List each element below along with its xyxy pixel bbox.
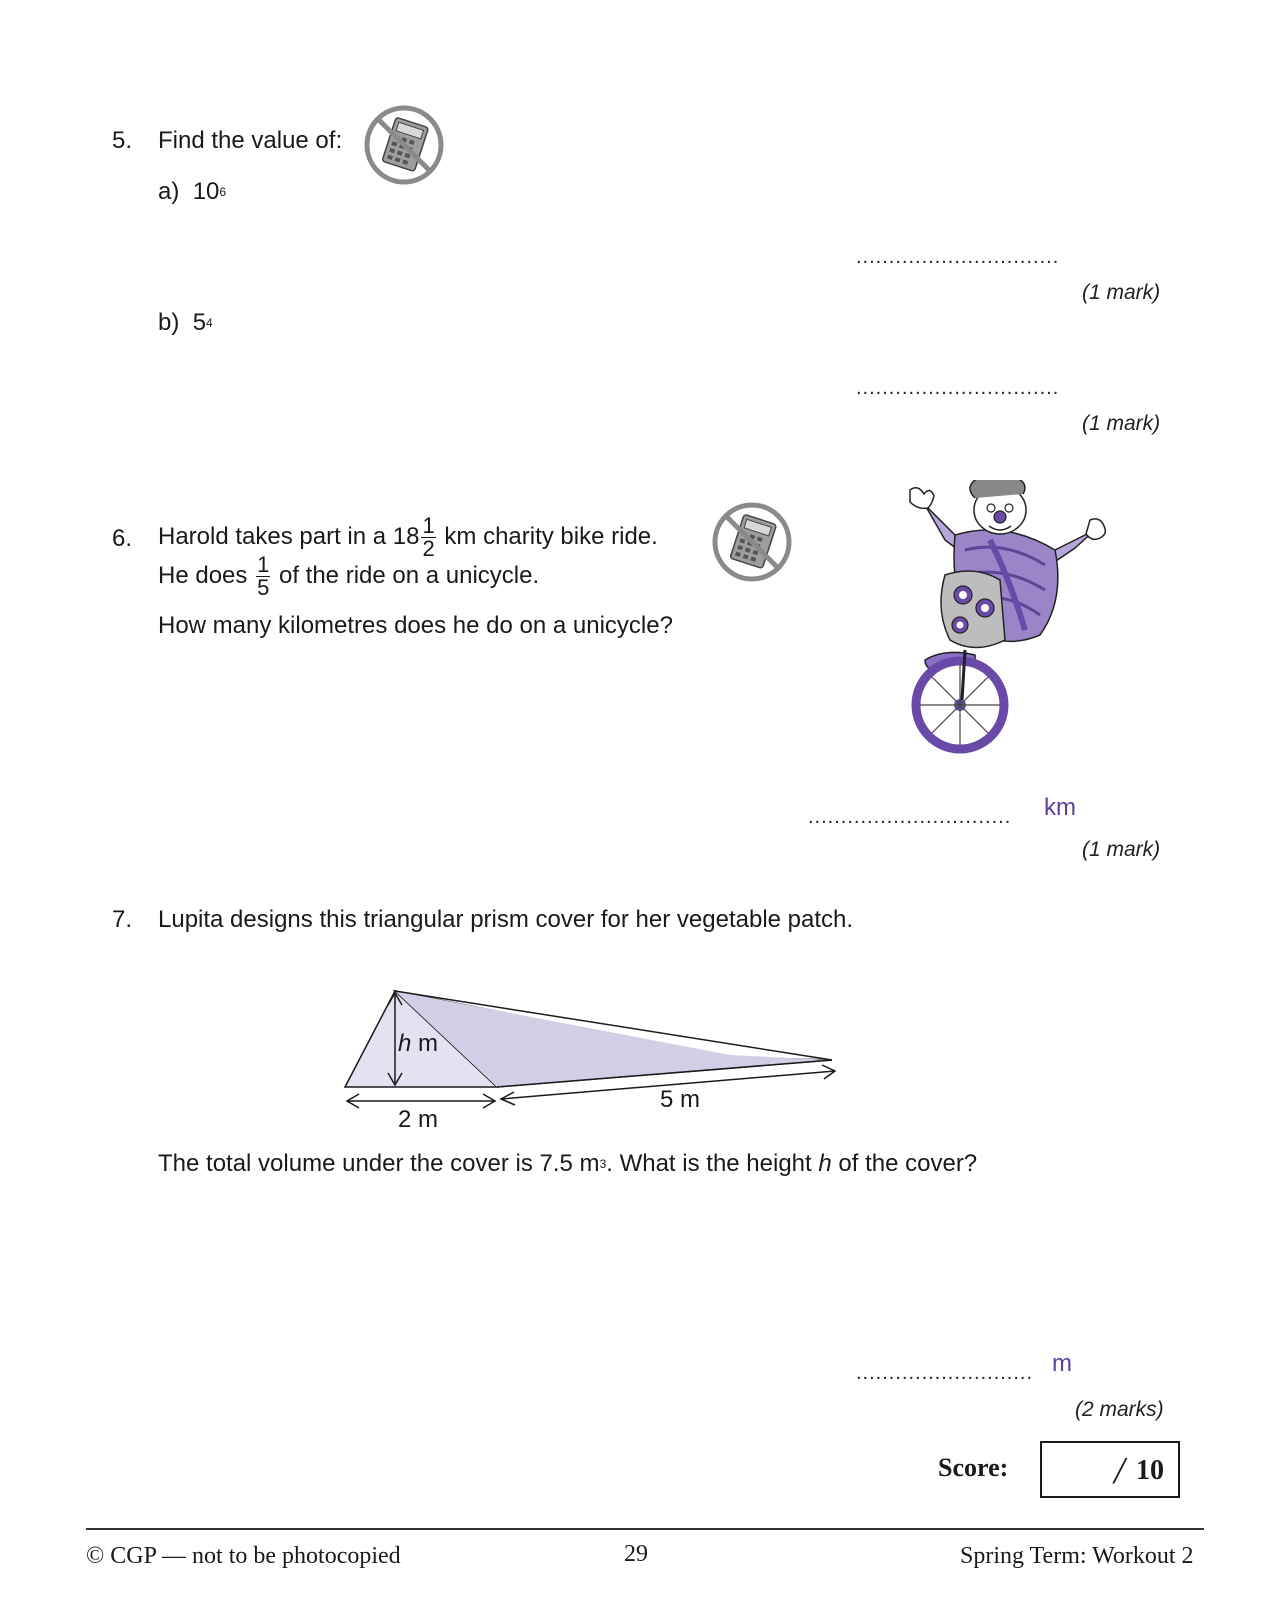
q6-unit: km [1044, 794, 1076, 821]
score-total: 10 [1136, 1455, 1164, 1486]
q5-number: 5. [112, 127, 133, 154]
q5a-answer-line[interactable]: ............................... [856, 246, 1060, 268]
q6-frac1-num: 1 [422, 513, 435, 538]
q7-question-var: h [818, 1150, 832, 1177]
footer-copyright: © CGP — not to be photocopied [86, 1543, 401, 1569]
q7-answer-line[interactable]: ........................... [856, 1362, 1034, 1384]
q6-frac2-den: 5 [257, 575, 270, 600]
q7-marks: (2 marks) [1075, 1398, 1164, 1421]
height-label-var: h [398, 1030, 412, 1057]
q5a-marks: (1 mark) [1082, 281, 1161, 304]
q5b-label: b) [158, 309, 180, 336]
q6-number: 6. [112, 525, 133, 552]
q5b-base: 5 [192, 309, 207, 336]
q6-line1-pre: Harold takes part in a 18 [158, 522, 420, 550]
q5a-part [158, 178, 226, 206]
q6-question: How many kilometres does he do on a unicycle? [158, 612, 673, 639]
q6-frac1-den: 2 [422, 536, 435, 561]
length-label: 5 m [660, 1086, 701, 1113]
q6-fraction-fifth [256, 554, 270, 599]
q5b-answer-line[interactable]: ............................... [856, 377, 1060, 399]
q5a-base: 10 [192, 178, 220, 205]
no-calculator-icon [362, 103, 446, 187]
q6-line2-post: of the ride on a unicycle. [278, 561, 540, 589]
q6-line1-post: km charity bike ride. [444, 522, 658, 550]
q5a-exponent: 6 [219, 185, 227, 199]
q5-prompt: Find the value of: [158, 127, 343, 154]
q7-question [158, 1150, 977, 1178]
q6-line2 [158, 554, 539, 599]
q7-question-pre: The total volume under the cover is 7.5 m [158, 1150, 600, 1177]
page-number: 29 [624, 1541, 648, 1567]
q7-question-mid: . What is the height [606, 1150, 812, 1177]
height-label [398, 1030, 438, 1058]
q7-question-sup: 3 [599, 1157, 607, 1171]
no-calculator-icon [710, 500, 794, 584]
q6-answer-line[interactable]: ............................... [808, 806, 1012, 828]
footer-section: Spring Term: Workout 2 [960, 1543, 1194, 1569]
q5b-part [158, 309, 213, 337]
q6-marks: (1 mark) [1082, 838, 1161, 861]
width-label: 2 m [398, 1106, 439, 1133]
q7-unit: m [1052, 1350, 1072, 1377]
q7-question-post: of the cover? [838, 1150, 978, 1177]
q6-frac2-num: 1 [257, 552, 270, 577]
q5a-label: a) [158, 178, 180, 205]
q7-prompt: Lupita designs this triangular prism cover for her vegetable patch. [158, 906, 854, 933]
clown-on-unicycle-illustration [905, 480, 1115, 770]
q7-number: 7. [112, 906, 133, 933]
q5b-exponent: 4 [206, 316, 213, 330]
footer-divider [86, 1528, 1204, 1530]
height-label-unit: m [418, 1030, 439, 1057]
score-box[interactable] [1040, 1441, 1180, 1498]
score-label: Score: [938, 1453, 1009, 1482]
q6-line2-pre: He does [158, 561, 248, 589]
score-slash: / [1114, 1450, 1125, 1492]
q5b-marks: (1 mark) [1082, 412, 1161, 435]
